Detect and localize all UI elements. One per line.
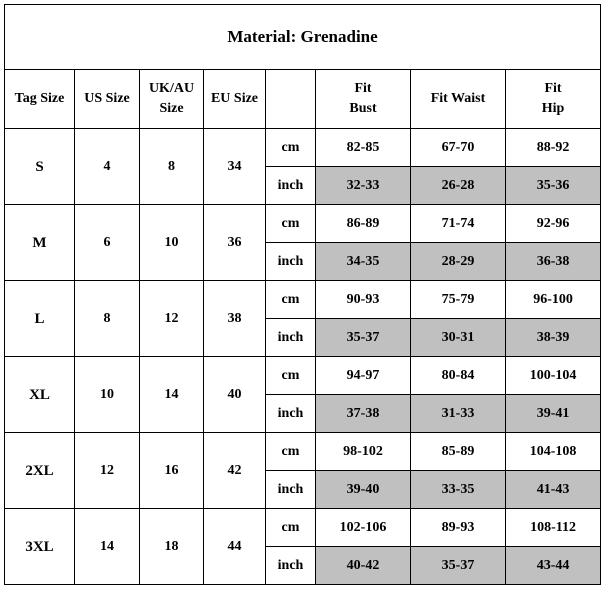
hip-inch-cell: 38-39 <box>506 319 601 357</box>
us-size-cell: 8 <box>75 281 140 357</box>
header-hip-line2: Hip <box>541 101 565 116</box>
unit-cm-label: cm <box>266 433 316 471</box>
hip-inch-cell: 41-43 <box>506 471 601 509</box>
hip-inch-cell: 36-38 <box>506 243 601 281</box>
waist-inch-cell: 28-29 <box>411 243 506 281</box>
header-fit-waist: Fit Waist <box>411 70 506 129</box>
size-table <box>4 4 601 585</box>
tag-size-cell: M <box>5 205 75 281</box>
bust-inch-cell: 40-42 <box>316 547 411 585</box>
hip-cm-cell: 108-112 <box>506 509 601 547</box>
tag-size-cell: 3XL <box>5 509 75 585</box>
header-fit-bust <box>316 70 411 129</box>
unit-inch-label: inch <box>266 243 316 281</box>
uk-au-size-cell: 8 <box>140 129 204 205</box>
hip-inch-cell: 35-36 <box>506 167 601 205</box>
waist-cm-cell: 85-89 <box>411 433 506 471</box>
hip-cm-cell: 104-108 <box>506 433 601 471</box>
unit-cm-label: cm <box>266 509 316 547</box>
tag-size-cell: L <box>5 281 75 357</box>
header-hip-line1: Fit <box>544 81 562 96</box>
unit-cm-label: cm <box>266 281 316 319</box>
uk-au-size-cell: 18 <box>140 509 204 585</box>
eu-size-cell: 36 <box>204 205 266 281</box>
header-bust-line1: Fit <box>354 81 372 96</box>
us-size-cell: 4 <box>75 129 140 205</box>
unit-inch-label: inch <box>266 167 316 205</box>
tag-size-cell: S <box>5 129 75 205</box>
hip-cm-cell: 96-100 <box>506 281 601 319</box>
bust-cm-cell: 86-89 <box>316 205 411 243</box>
eu-size-cell: 40 <box>204 357 266 433</box>
waist-cm-cell: 89-93 <box>411 509 506 547</box>
us-size-cell: 6 <box>75 205 140 281</box>
size-row-cm <box>5 281 601 319</box>
waist-inch-cell: 35-37 <box>411 547 506 585</box>
us-size-cell: 14 <box>75 509 140 585</box>
waist-inch-cell: 31-33 <box>411 395 506 433</box>
bust-inch-cell: 35-37 <box>316 319 411 357</box>
eu-size-cell: 44 <box>204 509 266 585</box>
eu-size-cell: 42 <box>204 433 266 509</box>
bust-cm-cell: 102-106 <box>316 509 411 547</box>
hip-cm-cell: 92-96 <box>506 205 601 243</box>
hip-inch-cell: 43-44 <box>506 547 601 585</box>
bust-inch-cell: 32-33 <box>316 167 411 205</box>
header-us-size: US Size <box>75 70 140 129</box>
header-uk-au-size <box>140 70 204 129</box>
hip-cm-cell: 88-92 <box>506 129 601 167</box>
waist-inch-cell: 33-35 <box>411 471 506 509</box>
hip-cm-cell: 100-104 <box>506 357 601 395</box>
header-eu-size: EU Size <box>204 70 266 129</box>
hip-inch-cell: 39-41 <box>506 395 601 433</box>
waist-inch-cell: 26-28 <box>411 167 506 205</box>
bust-inch-cell: 37-38 <box>316 395 411 433</box>
eu-size-cell: 34 <box>204 129 266 205</box>
uk-au-size-cell: 14 <box>140 357 204 433</box>
us-size-cell: 12 <box>75 433 140 509</box>
header-fit-hip <box>506 70 601 129</box>
bust-inch-cell: 34-35 <box>316 243 411 281</box>
header-tag-size: Tag Size <box>5 70 75 129</box>
waist-inch-cell: 30-31 <box>411 319 506 357</box>
uk-au-size-cell: 16 <box>140 433 204 509</box>
waist-cm-cell: 75-79 <box>411 281 506 319</box>
eu-size-cell: 38 <box>204 281 266 357</box>
table-body <box>5 5 601 585</box>
unit-cm-label: cm <box>266 357 316 395</box>
tag-size-cell: XL <box>5 357 75 433</box>
size-row-cm <box>5 433 601 471</box>
bust-cm-cell: 82-85 <box>316 129 411 167</box>
unit-inch-label: inch <box>266 319 316 357</box>
size-row-cm <box>5 509 601 547</box>
waist-cm-cell: 71-74 <box>411 205 506 243</box>
size-row-cm <box>5 357 601 395</box>
bust-cm-cell: 98-102 <box>316 433 411 471</box>
waist-cm-cell: 80-84 <box>411 357 506 395</box>
unit-cm-label: cm <box>266 205 316 243</box>
unit-cm-label: cm <box>266 129 316 167</box>
header-bust-line2: Bust <box>349 101 377 116</box>
header-uk-au-line2: Size <box>159 101 184 116</box>
bust-cm-cell: 94-97 <box>316 357 411 395</box>
bust-inch-cell: 39-40 <box>316 471 411 509</box>
size-row-cm <box>5 129 601 167</box>
unit-inch-label: inch <box>266 395 316 433</box>
waist-cm-cell: 67-70 <box>411 129 506 167</box>
table-title: Material: Grenadine <box>5 5 601 70</box>
unit-inch-label: inch <box>266 547 316 585</box>
size-chart <box>4 4 600 610</box>
header-row <box>5 70 601 129</box>
title-row <box>5 5 601 70</box>
header-unit <box>266 70 316 129</box>
us-size-cell: 10 <box>75 357 140 433</box>
unit-inch-label: inch <box>266 471 316 509</box>
uk-au-size-cell: 12 <box>140 281 204 357</box>
bust-cm-cell: 90-93 <box>316 281 411 319</box>
tag-size-cell: 2XL <box>5 433 75 509</box>
size-row-cm <box>5 205 601 243</box>
uk-au-size-cell: 10 <box>140 205 204 281</box>
header-uk-au-line1: UK/AU <box>148 81 195 96</box>
